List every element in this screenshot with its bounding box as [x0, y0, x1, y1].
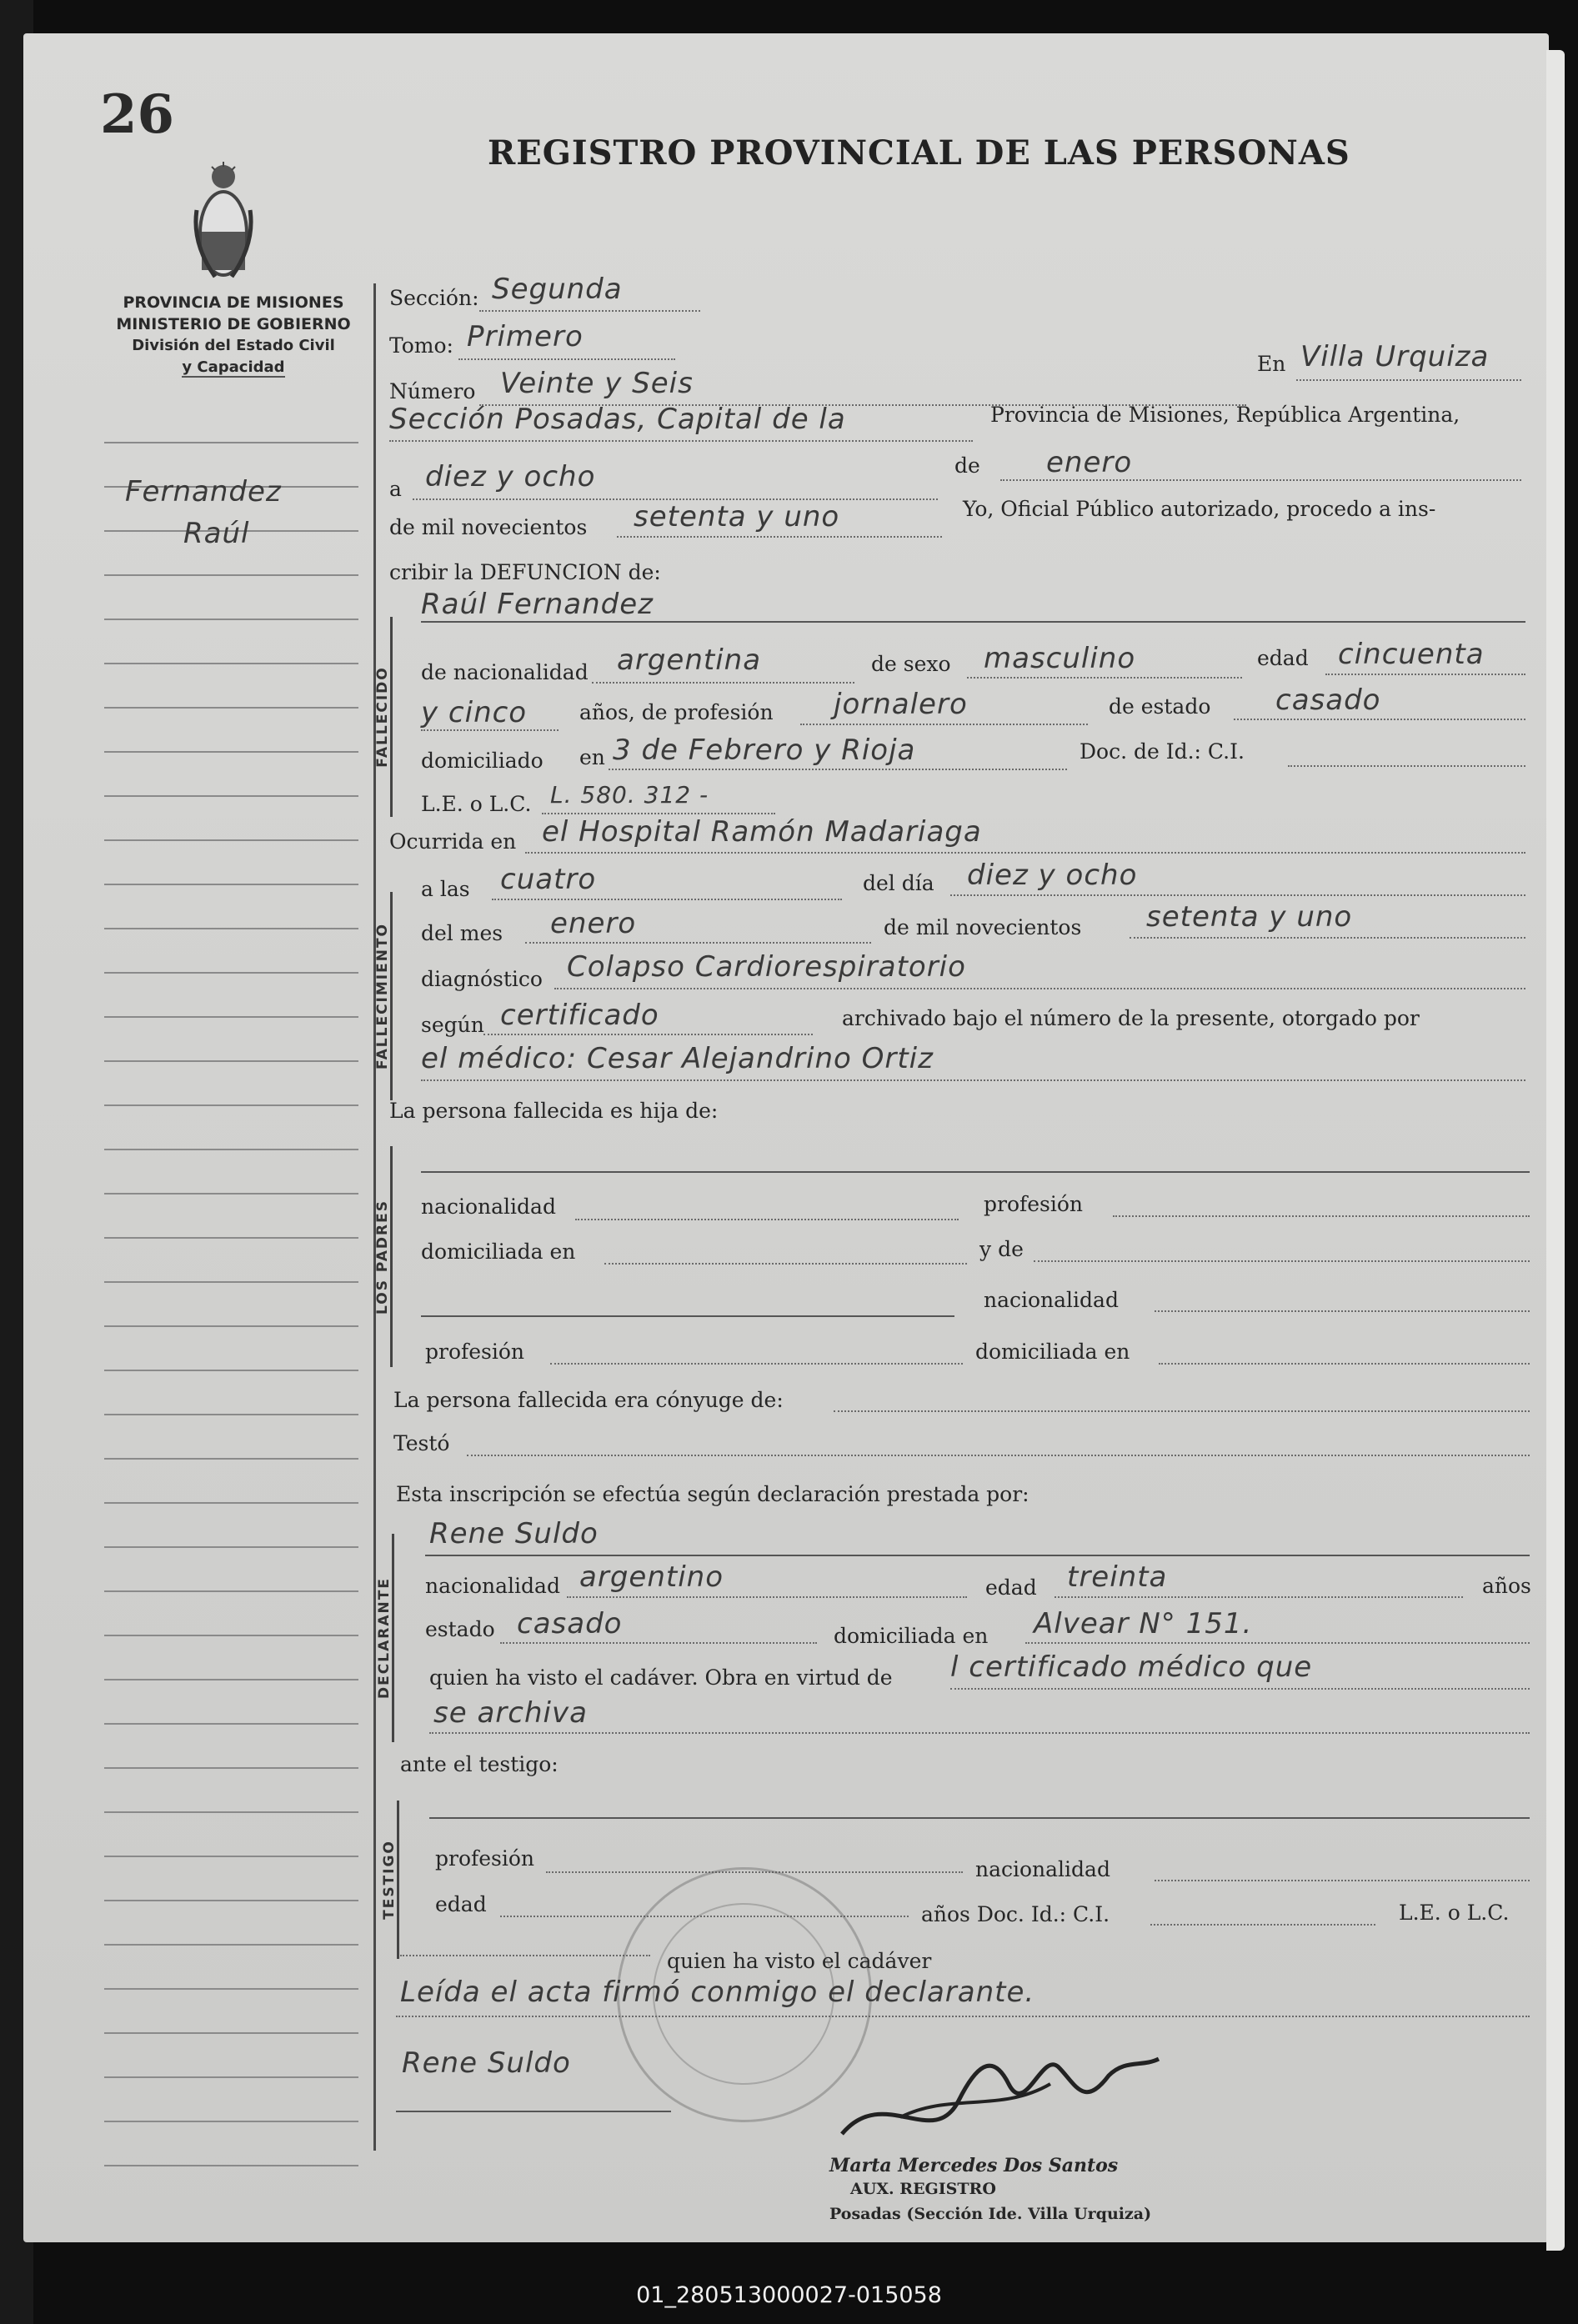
segun-value: certificado: [500, 999, 659, 1032]
conyuge-text: La persona fallecida era cónyuge de:: [393, 1388, 784, 1412]
numero-label: Número: [389, 379, 476, 403]
mes-line: [525, 942, 871, 944]
le-label: L.E. o L.C.: [421, 792, 532, 816]
anio-value: setenta y uno: [634, 500, 840, 533]
en-value-continued: Sección Posadas, Capital de la: [389, 403, 846, 436]
declarante-estado-value: casado: [517, 1607, 623, 1640]
profesion-line: [800, 724, 1088, 725]
margin-ruled-line: [104, 972, 358, 974]
ministry-line-1: PROVINCIA DE MISIONES: [123, 293, 344, 312]
declarante-domicilio-label: domiciliada en: [834, 1624, 989, 1648]
archivado-text: archivado bajo el número de la presente, otorgado por: [842, 1006, 1420, 1030]
fecha-a-label: a: [389, 477, 402, 501]
declarante-domicilio-line: [1025, 1642, 1530, 1644]
hora-label: a las: [421, 877, 470, 901]
madre-nacionalidad-line: [1155, 1310, 1530, 1312]
padre-nombre-line: [421, 1171, 1530, 1173]
ocurrida-label: Ocurrida en: [389, 829, 517, 854]
domicilio-en-label: en: [579, 745, 605, 769]
tomo-label: Tomo:: [389, 333, 453, 358]
edad-line: [1325, 674, 1525, 675]
margin-ruled-line: [104, 928, 358, 929]
margin-ruled-line: [104, 1149, 358, 1150]
margin-ruled-line: [104, 1635, 358, 1636]
testigo-nombre-line: [429, 1817, 1530, 1819]
ministry-line-3: División del Estado Civil: [132, 337, 335, 354]
declarante-domicilio-value: Alvear N° 151.: [1034, 1607, 1253, 1640]
estado-value: casado: [1275, 684, 1381, 717]
margin-ruled-line: [104, 1502, 358, 1504]
testigo-visto-text: quien ha visto el cadáver: [667, 1949, 932, 1973]
testigo-doc-line: [1150, 1924, 1375, 1926]
margin-ruled-line: [104, 1016, 358, 1018]
coat-of-arms-icon: [190, 160, 257, 285]
madre-profesion-line: [550, 1363, 963, 1365]
visto-cadaver-text: quien ha visto el cadáver. Obra en virtud de: [429, 1665, 893, 1690]
doc-id-label: Doc. de Id.: C.I.: [1080, 739, 1245, 764]
conyuge-line: [834, 1410, 1530, 1412]
hora-value: cuatro: [500, 863, 597, 896]
dia-label: del día: [863, 871, 934, 895]
madre-nombre-line: [1034, 1260, 1530, 1262]
margin-ruled-line: [104, 1370, 358, 1371]
margin-ruled-line: [104, 619, 358, 620]
margin-ruled-line: [104, 2165, 358, 2166]
nacionalidad-label: de nacionalidad: [421, 660, 589, 684]
oficial-publico-text: Yo, Oficial Público autorizado, procedo a ins-: [963, 497, 1436, 521]
madre-nacionalidad-label: nacionalidad: [984, 1288, 1119, 1312]
numero-value: Veinte y Seis: [500, 367, 694, 400]
domicilio-value: 3 de Febrero y Rioja: [613, 734, 916, 767]
mes-value: enero: [550, 907, 637, 940]
en-line: [1296, 379, 1521, 381]
declarante-nombre: Rene Suldo: [429, 1517, 599, 1550]
margin-ruled-line: [104, 1811, 358, 1813]
testigo-le-label: L.E. o L.C.: [1399, 1901, 1510, 1925]
padre-domicilio-line: [604, 1263, 967, 1265]
margin-ruled-line: [104, 795, 358, 797]
medico-value: el médico: Cesar Alejandrino Ortiz: [421, 1042, 934, 1075]
sexo-label: de sexo: [871, 652, 951, 676]
inscribir-defuncion-text: cribir la DEFUNCION de:: [389, 560, 661, 584]
margin-ruled-line: [104, 1281, 358, 1283]
fecha-de-label: de: [954, 453, 980, 478]
obra-value: l certificado médico que: [950, 1650, 1313, 1684]
fallecido-nombre: Raúl Fernandez: [421, 588, 654, 621]
margin-ruled-line: [104, 2121, 358, 2122]
domicilio-label: domiciliado: [421, 749, 544, 773]
testigo-profesion-label: profesión: [435, 1846, 535, 1871]
oficial-cargo: AUX. REGISTRO: [850, 2180, 996, 2198]
declarante-estado-line: [500, 1642, 817, 1644]
seccion-value: Segunda: [492, 273, 623, 306]
obra-line: [950, 1688, 1530, 1690]
fecha-mes-value: enero: [1046, 446, 1133, 479]
margin-ruled-line: [104, 1325, 358, 1327]
margin-ruled-line: [104, 1723, 358, 1725]
tomo-line: [458, 358, 675, 360]
page-edge: [1546, 50, 1565, 2251]
testigo-nacionalidad-label: nacionalidad: [975, 1857, 1110, 1881]
edad-value-cont: y cinco: [421, 696, 528, 729]
ocurrida-value: el Hospital Ramón Madariaga: [542, 815, 982, 849]
nacionalidad-line: [592, 682, 854, 684]
tomo-value: Primero: [467, 320, 584, 353]
declarante-estado-label: estado: [425, 1617, 495, 1641]
margin-ruled-line: [104, 1237, 358, 1239]
ministry-line-4: y Capacidad: [182, 358, 285, 376]
en-label: En: [1257, 352, 1286, 376]
margin-ruled-line: [104, 1458, 358, 1460]
dia-line: [950, 894, 1525, 896]
mil-novecientos-label: de mil novecientos: [389, 515, 588, 539]
madre-domicilio-line: [1159, 1363, 1530, 1365]
margin-ruled-line: [104, 1546, 358, 1548]
testigo-visto-line: [400, 1955, 650, 1956]
image-caption: 01_280513000027-015058: [636, 2282, 942, 2308]
declarante-section: [376, 1534, 428, 1742]
sexo-line: [967, 677, 1242, 679]
profesion-value: jornalero: [834, 688, 968, 721]
y-de-label: y de: [979, 1237, 1024, 1261]
margin-note-name: Raúl: [183, 517, 250, 550]
declarante-edad-label: edad: [985, 1575, 1037, 1600]
oficial-nombre: Marta Mercedes Dos Santos: [829, 2155, 1119, 2176]
madre-profesion-label: profesión: [425, 1340, 525, 1364]
dia-value: diez y ocho: [967, 859, 1138, 892]
estado-line: [1234, 719, 1525, 720]
seccion-line: [479, 310, 700, 312]
testo-line: [467, 1455, 1530, 1456]
fallecimiento-anio-line: [1130, 937, 1525, 939]
declarante-nacionalidad-label: nacionalidad: [425, 1574, 560, 1598]
madre-extra-line: [421, 1315, 954, 1317]
fecha-mes-line: [1000, 479, 1521, 481]
declarante-edad-value: treinta: [1067, 1560, 1168, 1594]
declarante-anios-label: años: [1482, 1574, 1531, 1598]
testigo-nacionalidad-line: [1155, 1880, 1530, 1881]
fecha-dia-value: diez y ocho: [425, 460, 596, 493]
obra-cont-line: [429, 1732, 1530, 1734]
provincia-text: Provincia de Misiones, República Argentina,: [990, 403, 1460, 427]
diagnostico-label: diagnóstico: [421, 967, 543, 991]
edad-value: cincuenta: [1338, 638, 1485, 671]
margin-ruled-line: [104, 1988, 358, 1990]
margin-ruled-line: [104, 1856, 358, 1857]
margin-note-surname: Fernandez: [125, 475, 282, 508]
document-title: REGISTRO PROVINCIAL DE LAS PERSONAS: [488, 133, 1350, 173]
margin-ruled-lines: [104, 442, 358, 2209]
edad-label: edad: [1257, 646, 1309, 670]
doc-id-line: [1288, 765, 1525, 767]
en-value: Villa Urquiza: [1300, 340, 1490, 373]
margin-ruled-line: [104, 2032, 358, 2034]
fallecimiento-side-label: FALLECIMIENTO: [374, 922, 391, 1070]
margin-ruled-line: [104, 442, 358, 443]
le-value: L. 580. 312 -: [550, 781, 709, 809]
nacionalidad-value: argentina: [617, 644, 762, 677]
medico-line: [421, 1079, 1525, 1081]
declarante-edad-line: [1055, 1596, 1463, 1598]
declarante-nacionalidad-value: argentino: [579, 1560, 724, 1594]
page-number: 26: [100, 83, 175, 146]
ministry-line-2: MINISTERIO DE GOBIERNO: [116, 315, 351, 333]
padre-profesion-line: [1113, 1215, 1530, 1217]
segun-line: [483, 1034, 813, 1035]
official-signature-icon: [834, 2034, 1167, 2159]
fallecido-nombre-line: [421, 621, 1525, 623]
margin-ruled-line: [104, 707, 358, 709]
padre-nacionalidad-label: nacionalidad: [421, 1195, 556, 1219]
testigo-intro-text: ante el testigo:: [400, 1752, 559, 1776]
domicilio-line: [609, 769, 1067, 770]
firma-declarante: Rene Suldo: [402, 2046, 571, 2080]
edad-cont-line: [421, 729, 559, 731]
declarante-side-label: DECLARANTE: [376, 1577, 393, 1699]
margin-ruled-line: [104, 884, 358, 885]
hora-line: [492, 899, 842, 900]
margin-ruled-line: [104, 751, 358, 753]
mil-novecientos-label-2: de mil novecientos: [884, 915, 1082, 939]
padres-side-label: LOS PADRES: [374, 1199, 391, 1315]
testigo-section: [381, 1801, 433, 1959]
margin-ruled-line: [104, 1767, 358, 1769]
hija-de-text: La persona fallecida es hija de:: [389, 1099, 719, 1123]
margin-ruled-line: [104, 1900, 358, 1901]
ministry-header: [104, 292, 363, 378]
firma-declarante-line: [396, 2111, 671, 2112]
sexo-value: masculino: [984, 642, 1136, 675]
oficial-lugar: Posadas (Sección Ide. Villa Urquiza): [829, 2205, 1152, 2223]
margin-ruled-line: [104, 1679, 358, 1680]
seccion-label: Sección:: [389, 286, 479, 310]
testo-label: Testó: [393, 1431, 450, 1455]
padre-domicilio-label: domiciliada en: [421, 1240, 576, 1264]
diagnostico-line: [554, 988, 1525, 989]
padre-nacionalidad-line: [575, 1219, 959, 1220]
diagnostico-value: Colapso Cardiorespiratorio: [567, 950, 966, 984]
segun-label: según: [421, 1013, 484, 1037]
estado-label: de estado: [1109, 694, 1211, 719]
testigo-edad-label: edad: [435, 1892, 487, 1916]
testigo-doc-label: años Doc. Id.: C.I.: [921, 1902, 1110, 1926]
anios-profesion-label: años, de profesión: [579, 700, 774, 724]
margin-ruled-line: [104, 1060, 358, 1062]
ocurrida-line: [525, 852, 1525, 854]
anio-line: [617, 536, 942, 538]
margin-ruled-line: [104, 1193, 358, 1195]
margin-ruled-line: [104, 2076, 358, 2078]
testigo-side-label: TESTIGO: [381, 1840, 398, 1920]
fallecimiento-anio-value: setenta y uno: [1146, 900, 1353, 934]
cierre-line: [396, 2016, 1530, 2017]
mes-label: del mes: [421, 921, 503, 945]
cierre-text: Leída el acta firmó conmigo el declarante.: [400, 1976, 1035, 2009]
fallecido-side-label: FALLECIDO: [374, 666, 391, 768]
declarante-nacionalidad-line: [567, 1596, 967, 1598]
margin-ruled-line: [104, 574, 358, 576]
le-line: [542, 813, 775, 814]
madre-domicilio-label: domiciliada en: [975, 1340, 1130, 1364]
padre-profesion-label: profesión: [984, 1192, 1084, 1216]
margin-ruled-line: [104, 1104, 358, 1106]
margin-ruled-line: [104, 839, 358, 841]
margin-ruled-line: [104, 1590, 358, 1592]
declarante-nombre-line: [425, 1555, 1530, 1556]
seccion-posadas-line: [389, 440, 973, 442]
margin-ruled-line: [104, 1414, 358, 1415]
declaracion-text: Esta inscripción se efectúa según declaración prestada por:: [396, 1482, 1029, 1506]
obra-value-cont: se archiva: [433, 1696, 588, 1730]
margin-ruled-line: [104, 1944, 358, 1946]
margin-ruled-line: [104, 663, 358, 664]
